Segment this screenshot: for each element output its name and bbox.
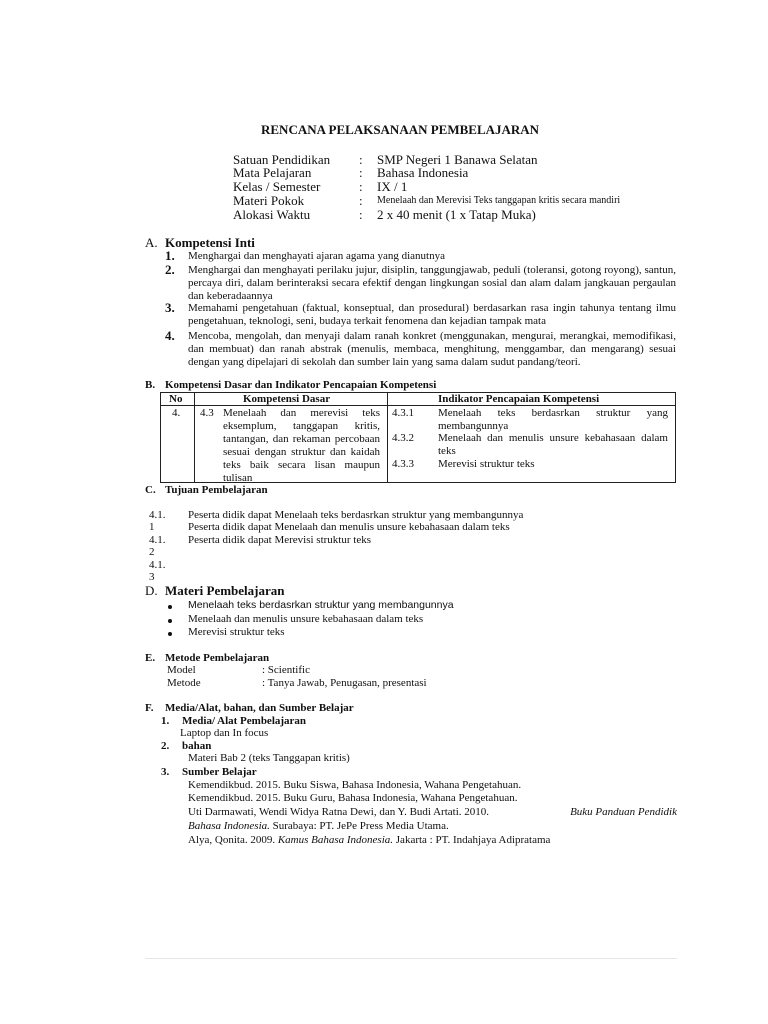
identity-colon: :	[359, 165, 363, 180]
reference-title: Buku Panduan Pendidik	[570, 806, 677, 818]
table-cell-indicator-text: Merevisi struktur teks	[438, 458, 535, 470]
material-item: Menelaah teks berdasrkan struktur yang membangunnya	[188, 599, 454, 611]
subsection-number: 3.	[161, 766, 170, 778]
goal-number: 4.1.	[149, 534, 166, 546]
reference-title: Bahasa Indonesia.	[188, 820, 270, 832]
identity-value: Menelaah dan Merevisi Teks tanggapan kritis secara mandiri	[377, 195, 621, 206]
table-cell-indicator-text: Menelaah dan menulis unsure kebahasaan dalam teks	[438, 432, 668, 457]
identity-value: Bahasa Indonesia	[377, 165, 469, 180]
identity-label: Satuan Pendidikan	[233, 152, 331, 167]
identity-value: IX / 1	[377, 179, 408, 194]
reference-item	[188, 834, 550, 847]
table-cell-indicator-num: 4.3.1	[392, 407, 414, 419]
identity-value: SMP Negeri 1 Banawa Selatan	[377, 152, 538, 167]
table-cell-indicator-num: 4.3.2	[392, 432, 414, 444]
subsection-label: bahan	[182, 740, 212, 752]
bullet-icon	[168, 619, 172, 623]
section-e-letter: E.	[145, 652, 156, 664]
table-cell-no: 4.	[172, 407, 181, 419]
subsection-number: 2.	[161, 740, 170, 752]
method-label: Metode	[167, 677, 201, 689]
goal-item: Peserta didik dapat Menelaah teks berdasrkan struktur yang membangunnya	[188, 509, 524, 521]
reference-text: Alya, Qonita. 2009.	[188, 834, 278, 846]
identity-colon: :	[359, 193, 363, 208]
identity-label: Kelas / Semester	[233, 179, 321, 194]
identity-value: 2 x 40 menit (1 x Tatap Muka)	[377, 207, 536, 222]
reference-item	[188, 806, 677, 819]
goal-item: Peserta didik dapat Merevisi struktur teks	[188, 534, 371, 546]
subsection-number: 1.	[161, 715, 170, 727]
section-d-letter: D.	[145, 583, 158, 598]
section-b-heading: Kompetensi Dasar dan Indikator Pencapaian Kompetensi	[165, 379, 437, 391]
list-number: 3.	[165, 300, 175, 315]
goal-number: 4.1.	[149, 559, 166, 571]
method-value: : Scientific	[262, 664, 310, 676]
section-a-letter: A.	[145, 235, 158, 250]
reference-item: Kemendikbud. 2015. Buku Siswa, Bahasa Indonesia, Wahana Pengetahuan.	[188, 779, 522, 791]
bullet-icon	[168, 605, 172, 609]
identity-label: Materi Pokok	[233, 193, 305, 208]
goal-number: 4.1.	[149, 509, 166, 521]
section-c-heading: Tujuan Pembelajaran	[165, 484, 268, 496]
reference-text: Jakarta : PT. Indahjaya Adipratama	[393, 834, 551, 846]
method-label: Model	[167, 664, 196, 676]
table-header-no: No	[169, 393, 183, 405]
table-cell-indicator-num: 4.3.3	[392, 458, 414, 470]
subsection-label: Media/ Alat Pembelajaran	[182, 715, 307, 727]
section-f-letter: F.	[145, 702, 154, 714]
goal-number: 1	[149, 521, 155, 533]
list-number: 4.	[165, 328, 175, 343]
list-number: 1.	[165, 248, 175, 263]
list-item: Menghargai dan menghayati perilaku jujur, disiplin, tanggungjawab, peduli (toleransi, gotong royong), santun, percaya diri, dalam berinteraksi secara efektif dengan lingkungan sosial dan alam dalam jangkauan pergaulan dan keberadaannya	[188, 264, 676, 302]
list-number: 2.	[165, 262, 175, 277]
identity-label: Mata Pelajaran	[233, 165, 312, 180]
identity-label: Alokasi Waktu	[233, 207, 311, 222]
reference-text: Surabaya: PT. JePe Press Media Utama.	[269, 820, 449, 832]
goal-number: 2	[149, 546, 155, 558]
goal-number: 3	[149, 571, 155, 583]
table-cell-kd-num: 4.3	[200, 407, 214, 419]
identity-colon: :	[359, 179, 363, 194]
table-header-kd: Kompetensi Dasar	[243, 393, 331, 405]
bullet-icon	[168, 632, 172, 636]
reference-text: Uti Darmawati, Wendi Widya Ratna Dewi, dan Y. Budi Artati. 2010.	[188, 806, 490, 818]
page-title: RENCANA PELAKSANAAN PEMBELAJARAN	[261, 122, 540, 137]
material-item: Menelaah dan menulis unsure kebahasaan dalam teks	[188, 613, 424, 625]
subsection-text: Materi Bab 2 (teks Tanggapan kritis)	[188, 752, 350, 764]
section-c-letter: C.	[145, 484, 156, 496]
list-item: Mencoba, mengolah, dan menyaji dalam ranah konkret (menggunakan, mengurai, merangkai, memodifikasi, dan membuat) dan ranah abstrak (menulis, membaca, menghitung, menggambar, dan mengarang) sesuai dengan yang dipelajari di sekolah dan sumber lain yang sama dalam sudut pandang/teori.	[188, 330, 676, 368]
table-cell-kd-text: Menelaah dan merevisi teks eksemplum, tanggapan kritis, tantangan, dan rekaman percobaan sesuai dengan struktur dan kaidah teks baik secara lisan maupun tulisan	[223, 407, 380, 484]
section-d-heading: Materi Pembelajaran	[165, 583, 285, 598]
material-item: Merevisi struktur teks	[188, 626, 285, 638]
table-header-indicator: Indikator Pencapaian Kompetensi	[438, 393, 600, 405]
section-b-letter: B.	[145, 379, 156, 391]
footer-divider	[145, 958, 677, 959]
reference-item: Kemendikbud. 2015. Buku Guru, Bahasa Indonesia, Wahana Pengetahuan.	[188, 792, 518, 804]
method-value: : Tanya Jawab, Penugasan, presentasi	[262, 677, 427, 689]
section-f-heading: Media/Alat, bahan, dan Sumber Belajar	[165, 702, 354, 714]
list-item: Memahami pengetahuan (faktual, konseptual, dan prosedural) berdasarkan rasa ingin tahunya tentang ilmu pengetahuan, teknologi, seni, budaya terkait fenomena dan kejadian tampak mata	[188, 302, 676, 327]
reference-item	[188, 820, 449, 833]
section-e-heading: Metode Pembelajaran	[165, 652, 270, 664]
reference-title: Kamus Bahasa Indonesia.	[277, 834, 394, 846]
identity-colon: :	[359, 207, 363, 222]
subsection-text: Laptop dan In focus	[180, 727, 269, 739]
subsection-label: Sumber Belajar	[182, 766, 257, 778]
table-cell-indicator-text: Menelaah teks berdasrkan struktur yang membangunnya	[438, 407, 668, 432]
identity-colon: :	[359, 152, 363, 167]
goal-item: Peserta didik dapat Menelaah dan menulis unsure kebahasaan dalam teks	[188, 521, 510, 533]
section-a-heading: Kompetensi Inti	[165, 235, 255, 250]
list-item: Menghargai dan menghayati ajaran agama yang dianutnya	[188, 250, 445, 262]
